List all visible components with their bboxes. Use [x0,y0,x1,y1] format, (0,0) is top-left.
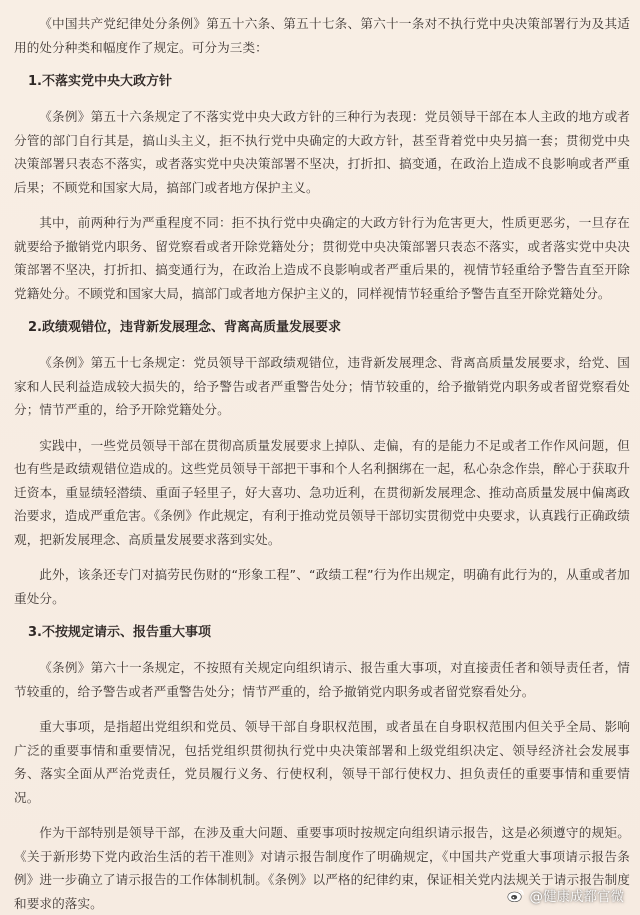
section2-paragraph-1: 《条例》第五十七条规定：党员领导干部政绩观错位，违背新发展理念、背离高质量发展要求，给党、国家和人民利益造成较大损失的，给予警告或者严重警告处分；情节较重的，给予撤销党内职务或者留党察看处分；情节严重的，给予开除党籍处分。 [14,355,630,417]
section2-paragraph-3: 此外，该条还专门对搞劳民伤财的“形象工程”、“政绩工程”行为作出规定，明确有此行为的，从重或者加重处分。 [14,567,630,606]
section1-paragraph-2: 其中，前两种行为严重程度不同：拒不执行党中央确定的大政方针行为危害更大，性质更恶劣，一旦存在就要给予撤销党内职务、留党察看或者开除党籍处分；贯彻党中央决策部署只表态不落实，或者落实党中央决策部署不坚决，打折扣、搞变通行为，在政治上造成不良影响或者严重后果的，视情节轻重给予警告直至开除党籍处分。不顾党和国家大局，搞部门或者地方保护主义的，同样视情节轻重给予警告直至开除党籍处分。 [14,215,630,301]
intro-paragraph: 《中国共产党纪律处分条例》第五十六条、第五十七条、第六十一条对不执行党中央决策部署行为及其适用的处分种类和幅度作了规定。可分为三类： [14,16,630,55]
section3-paragraph-1: 《条例》第六十一条规定，不按照有关规定向组织请示、报告重大事项，对直接责任者和领导责任者，情节较重的，给予警告或者严重警告处分；情节严重的，给予撤销党内职务或者留党察看处分。 [14,660,630,699]
section3-paragraph-3: 作为干部特别是领导干部，在涉及重大问题、重要事项时按规定向组织请示报告，这是必须遵守的规矩。《关于新形势下党内政治生活的若干准则》对请示报告制度作了明确规定，《中国共产党重大事项请示报告条例》进一步确立了请示报告的工作体制机制。《条例》以严格的纪律约束，保证相关党内法规关于请示报告制度和要求的落实。 [14,825,630,911]
section3-heading: 3.不按规定请示、报告重大事项 [28,625,211,640]
section2-paragraph-2: 实践中，一些党员领导干部在贯彻高质量发展要求上掉队、走偏，有的是能力不足或者工作作风问题，但也有些是政绩观错位造成的。这些党员领导干部把干事和个人名利捆绑在一起，私心杂念作祟，醉心于获取升迁资本，重显绩轻潜绩、重面子轻里子，好大喜功、急功近利，在贯彻新发展理念、推动高质量发展中偏离政治要求，造成严重危害。《条例》作此规定，有利于推动党员领导干部切实贯彻党中央要求，认真践行正确政绩观，把新发展理念、高质量发展要求落到实处。 [14,437,630,547]
weibo-icon [507,887,525,903]
section2-heading: 2.政绩观错位，违背新发展理念、背离高质量发展要求 [28,320,341,335]
section3-paragraph-2: 重大事项，是指超出党组织和党员、领导干部自身职权范围，或者虽在自身职权范围内但关乎全局、影响广泛的重要事情和重要情况，包括党组织贯彻执行党中央决策部署和上级党组织决定、领导经济社会发展事务、落实全面从严治党责任，党员履行义务、行使权利，领导干部行使权力、担负责任的重要事情和重要情况。 [14,719,630,805]
watermark-text: @健康成都官微 [529,889,624,905]
section1-paragraph-1: 《条例》第五十六条规定了不落实党中央大政方针的三种行为表现：党员领导干部在本人主政的地方或者分管的部门自行其是，搞山头主义，拒不执行党中央确定的大政方针，甚至背着党中央另搞一套；贯彻党中央决策部署只表态不落实，或者落实党中央决策部署不坚决，打折扣、搞变通，在政治上造成不良影响或者严重后果；不顾党和国家大局，搞部门或者地方保护主义。 [14,109,630,195]
weibo-watermark [507,885,625,905]
section1-heading: 1.不落实党中央大政方针 [28,74,172,89]
